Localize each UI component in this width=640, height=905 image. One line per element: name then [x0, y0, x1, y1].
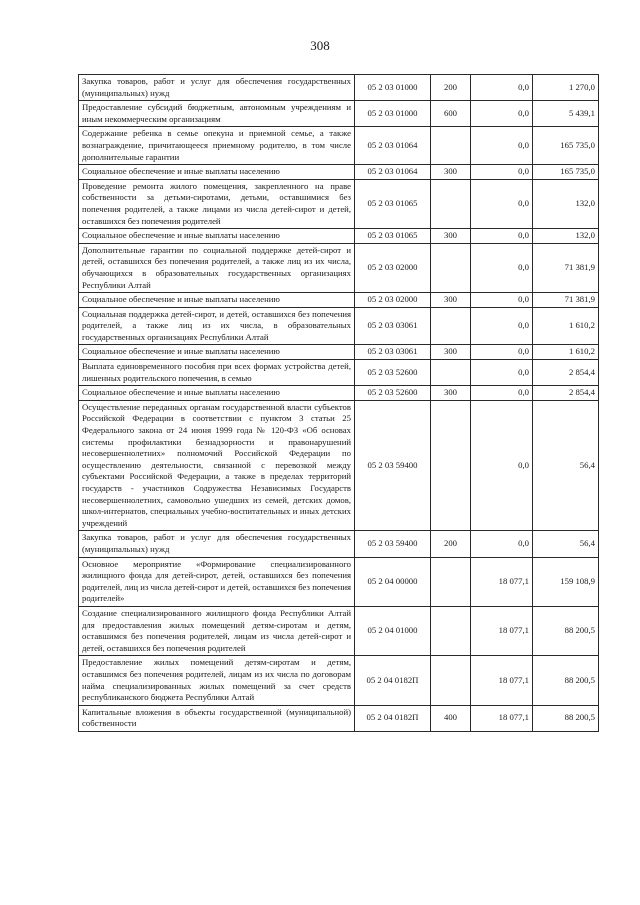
row-amount-total: 132,0 — [533, 229, 599, 244]
row-expense-type — [431, 360, 471, 386]
row-expense-type: 300 — [431, 386, 471, 401]
row-amount-federal: 0,0 — [471, 307, 533, 345]
row-expense-type — [431, 557, 471, 606]
table-row — [79, 606, 599, 655]
table-row — [79, 101, 599, 127]
row-amount-federal: 0,0 — [471, 345, 533, 360]
row-description: Проведение ремонта жилого помещения, закрепленного на праве собственности за детьми-сиротами, детьми, оставшимися без попечения родителей, а также лицами из числа детей-сирот и детей, оставшихся без попечения родителей — [79, 179, 355, 228]
row-target-code: 05 2 04 00000 — [355, 557, 431, 606]
row-amount-federal: 0,0 — [471, 229, 533, 244]
row-target-code: 05 2 04 0182П — [355, 705, 431, 731]
row-amount-total: 165 735,0 — [533, 127, 599, 165]
row-description: Предоставление субсидий бюджетным, автономным учреждениям и иным некоммерческим организациям — [79, 101, 355, 127]
row-description: Социальное обеспечение и иные выплаты населению — [79, 386, 355, 401]
row-description: Социальная поддержка детей-сирот, и детей, оставшихся без попечения родителей, а также лиц из их числа, в образовательных государственных организациях Республики Алтай — [79, 307, 355, 345]
row-amount-total: 159 108,9 — [533, 557, 599, 606]
row-amount-total: 56,4 — [533, 531, 599, 557]
row-target-code: 05 2 03 01065 — [355, 229, 431, 244]
row-expense-type: 600 — [431, 101, 471, 127]
row-description: Создание специализированного жилищного фонда Республики Алтай для предоставления жилых помещений детям-сиротам и детям, оставшимся без попечения родителей, лицам из числа детей-сирот и детей, оставшихся без попечения родителей — [79, 606, 355, 655]
row-amount-total: 2 854,4 — [533, 386, 599, 401]
table-row — [79, 705, 599, 731]
row-expense-type — [431, 656, 471, 705]
row-target-code: 05 2 03 59400 — [355, 400, 431, 531]
row-expense-type: 400 — [431, 705, 471, 731]
row-description: Выплата единовременного пособия при всех формах устройства детей, лишенных родительского попечения, в семью — [79, 360, 355, 386]
row-target-code: 05 2 04 01000 — [355, 606, 431, 655]
row-amount-total: 1 610,2 — [533, 345, 599, 360]
row-target-code: 05 2 04 0182П — [355, 656, 431, 705]
row-amount-total: 88 200,5 — [533, 705, 599, 731]
table-row — [79, 656, 599, 705]
row-description: Социальное обеспечение и иные выплаты населению — [79, 345, 355, 360]
row-amount-total: 132,0 — [533, 179, 599, 228]
row-amount-total: 1 610,2 — [533, 307, 599, 345]
row-description: Закупка товаров, работ и услуг для обеспечения государственных (муниципальных) нужд — [79, 75, 355, 101]
row-amount-federal: 0,0 — [471, 75, 533, 101]
row-description: Социальное обеспечение и иные выплаты населению — [79, 165, 355, 180]
row-amount-total: 165 735,0 — [533, 165, 599, 180]
row-description: Социальное обеспечение и иные выплаты населению — [79, 229, 355, 244]
row-target-code: 05 2 03 52600 — [355, 360, 431, 386]
row-amount-federal: 0,0 — [471, 400, 533, 531]
table-row — [79, 293, 599, 308]
table-row — [79, 243, 599, 292]
row-amount-total: 2 854,4 — [533, 360, 599, 386]
table-row — [79, 557, 599, 606]
row-target-code: 05 2 03 01000 — [355, 101, 431, 127]
row-description: Закупка товаров, работ и услуг для обеспечения государственных (муниципальных) нужд — [79, 531, 355, 557]
row-description: Капитальные вложения в объекты государственной (муниципальной) собственности — [79, 705, 355, 731]
row-expense-type: 300 — [431, 345, 471, 360]
row-amount-total: 88 200,5 — [533, 606, 599, 655]
row-target-code: 05 2 03 02000 — [355, 293, 431, 308]
row-amount-federal: 18 077,1 — [471, 557, 533, 606]
row-description: Основное мероприятие «Формирование специализированного жилищного фонда для детей-сирот, детей, оставшихся без попечения родителей, лиц из числа детей-сирот и детей, оставшихся без попечения родителей» — [79, 557, 355, 606]
row-amount-total: 1 270,0 — [533, 75, 599, 101]
row-expense-type: 300 — [431, 293, 471, 308]
row-amount-federal: 0,0 — [471, 293, 533, 308]
row-description: Социальное обеспечение и иные выплаты населению — [79, 293, 355, 308]
row-expense-type — [431, 307, 471, 345]
row-target-code: 05 2 03 01065 — [355, 179, 431, 228]
table-row — [79, 400, 599, 531]
row-expense-type — [431, 400, 471, 531]
table-row — [79, 229, 599, 244]
row-target-code: 05 2 03 02000 — [355, 243, 431, 292]
row-target-code: 05 2 03 01064 — [355, 165, 431, 180]
row-expense-type: 200 — [431, 75, 471, 101]
row-amount-federal: 18 077,1 — [471, 606, 533, 655]
table-row — [79, 179, 599, 228]
row-amount-federal: 0,0 — [471, 386, 533, 401]
row-expense-type — [431, 606, 471, 655]
row-target-code: 05 2 03 59400 — [355, 531, 431, 557]
table-row — [79, 531, 599, 557]
budget-table-body — [79, 75, 599, 732]
table-row — [79, 360, 599, 386]
row-amount-total: 56,4 — [533, 400, 599, 531]
table-row — [79, 127, 599, 165]
row-amount-total: 5 439,1 — [533, 101, 599, 127]
row-expense-type — [431, 179, 471, 228]
table-row — [79, 307, 599, 345]
budget-table — [78, 74, 599, 732]
page-number: 308 — [310, 38, 330, 53]
row-target-code: 05 2 03 03061 — [355, 345, 431, 360]
row-amount-federal: 18 077,1 — [471, 656, 533, 705]
row-amount-total: 71 381,9 — [533, 293, 599, 308]
table-row — [79, 386, 599, 401]
row-expense-type: 300 — [431, 229, 471, 244]
row-description: Содержание ребенка в семье опекуна и приемной семье, а также вознаграждение, причитающееся приемному родителю, в том числе дополнительные гарантии — [79, 127, 355, 165]
row-amount-federal: 18 077,1 — [471, 705, 533, 731]
row-description: Осуществление переданных органам государственной власти субъектов Российской Федерации в соответствии с пунктом 3 статьи 25 Федерального закона от 24 июня 1999 года № 120-ФЗ «Об основах системы профилактики безнадзорности и правонарушений несовершеннолетних» полномочий Российской Федерации по осуществлению деятельности, связанной с перевозкой между субъектами Российской Федерации, а также в пределах территорий государств - участников Содружества Независимых Государств несовершеннолетних, самовольно ушедших из семей, детских домов, школ-интернатов, специальных учебно-воспитательных и иных детских учреждений — [79, 400, 355, 531]
row-amount-federal: 0,0 — [471, 243, 533, 292]
row-target-code: 05 2 03 52600 — [355, 386, 431, 401]
row-amount-federal: 0,0 — [471, 531, 533, 557]
row-description: Дополнительные гарантии по социальной поддержке детей-сирот и детей, оставшихся без попечения родителей, а также лиц из их числа, обучающихся в образовательных государственных организациях Республики Алтай — [79, 243, 355, 292]
row-amount-federal: 0,0 — [471, 360, 533, 386]
row-expense-type: 300 — [431, 165, 471, 180]
row-target-code: 05 2 03 01064 — [355, 127, 431, 165]
row-target-code: 05 2 03 03061 — [355, 307, 431, 345]
table-row — [79, 345, 599, 360]
row-amount-federal: 0,0 — [471, 127, 533, 165]
row-amount-total: 71 381,9 — [533, 243, 599, 292]
row-expense-type: 200 — [431, 531, 471, 557]
row-target-code: 05 2 03 01000 — [355, 75, 431, 101]
row-amount-federal: 0,0 — [471, 101, 533, 127]
row-amount-total: 88 200,5 — [533, 656, 599, 705]
row-amount-federal: 0,0 — [471, 165, 533, 180]
row-expense-type — [431, 127, 471, 165]
row-amount-federal: 0,0 — [471, 179, 533, 228]
table-row — [79, 75, 599, 101]
row-description: Предоставление жилых помещений детям-сиротам и детям, оставшимся без попечения родителей, лицам из их числа по договорам найма специализированных жилых помещений за счет средств республиканского бюджета Республики Алтай — [79, 656, 355, 705]
table-row — [79, 165, 599, 180]
row-expense-type — [431, 243, 471, 292]
